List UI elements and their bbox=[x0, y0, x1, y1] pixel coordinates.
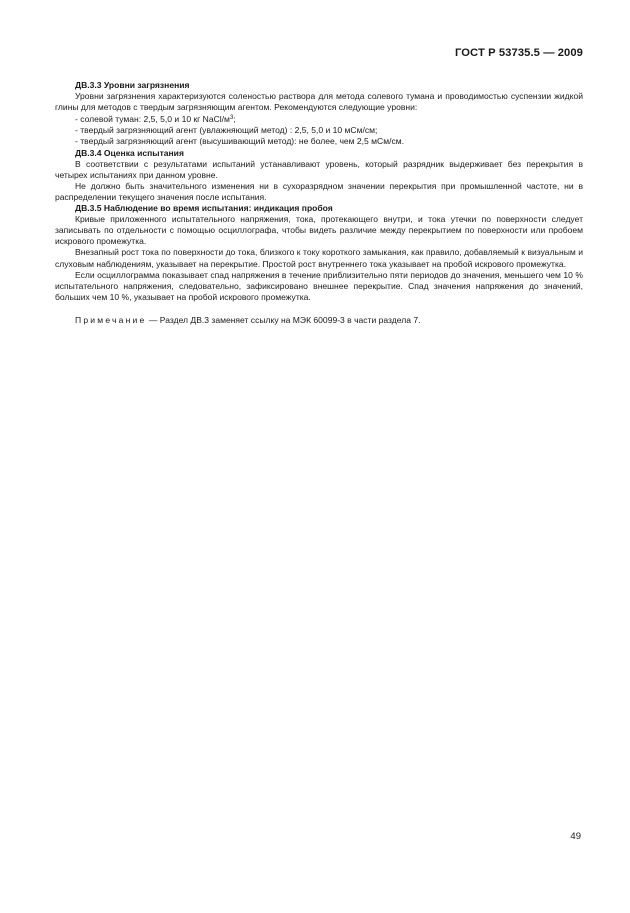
section-heading-3-5: ДВ.3.5 Наблюдение во время испытания: индикация пробоя bbox=[75, 203, 333, 214]
list-item-salt-fog-suffix: ; bbox=[233, 114, 236, 125]
document-header: ГОСТ Р 53735.5 — 2009 bbox=[454, 47, 583, 59]
paragraph-test-evaluation-2: Не должно быть значительного изменения ни в сухоразрядном значении перекрытия при промышленной частоте, ни в распределении текущего значения после испытания. bbox=[55, 180, 583, 202]
paragraph-pollution-levels: Уровни загрязнения характеризуются соленостью раствора для метода солевого тумана и проводимостью суспензии жидкой глины для методов с твердым загрязняющим агентом. Рекомендуются следующие уровни: bbox=[55, 91, 583, 113]
paragraph-observation-3: Если осциллограмма показывает спад напряжения в течение приблизительно пяти периодов до значения, меньшего чем 10 % испытательного напряжения, следовательно, зафиксировано внешнее перекрытие. Спад значения напряжения до значений, больших чем 10 %, указывает на пробой искрового промежутка. bbox=[55, 269, 583, 302]
paragraph-test-evaluation-1: В соответствии с результатами испытаний устанавливают уровень, который разрядник выдерживает без перекрытия в четырех испытаниях при данном уровне. bbox=[55, 158, 583, 180]
note bbox=[55, 315, 583, 326]
list-item-salt-fog bbox=[55, 113, 583, 125]
document-body bbox=[55, 80, 583, 326]
note-label: Примечание bbox=[75, 314, 147, 325]
section-heading-3-3: ДВ.3.3 Уровни загрязнения bbox=[75, 80, 190, 90]
section-heading-3-4: ДВ.3.4 Оценка испытания bbox=[75, 147, 184, 158]
paragraph-observation-2: Внезапный рост тока по поверхности до тока, близкого к току короткого замыкания, как правило, добавляемый к визуальным и слуховым наблюдениям, указывает на перекрытие. Простой рост внутреннего тока указывает на пробой искрового промежутка. bbox=[55, 247, 583, 269]
page-number: 49 bbox=[570, 831, 581, 842]
superscript-3: 3 bbox=[229, 115, 234, 122]
list-item-solid-dry: - твердый загрязняющий агент (высушивающий метод): не более, чем 2,5 мСм/см. bbox=[75, 136, 404, 147]
note-text: — Раздел ДВ.3 заменяет ссылку на МЭК 60099-3 в части раздела 7. bbox=[146, 314, 421, 325]
list-item-solid-wet: - твердый загрязняющий агент (увлажняющий метод) : 2,5, 5,0 и 10 мСм/см; bbox=[75, 125, 378, 136]
paragraph-observation-1: Кривые приложенного испытательного напряжения, тока, протекающего внутри, и тока утечки по поверхности следует записывать по отдельности с помощью осциллографа, чтобы видеть различие между перекрытием по поверхности или пробоем искрового промежутка. bbox=[55, 214, 583, 247]
list-item-salt-fog-text: - солевой туман: 2,5, 5,0 и 10 кг NaCl/м bbox=[75, 114, 230, 125]
